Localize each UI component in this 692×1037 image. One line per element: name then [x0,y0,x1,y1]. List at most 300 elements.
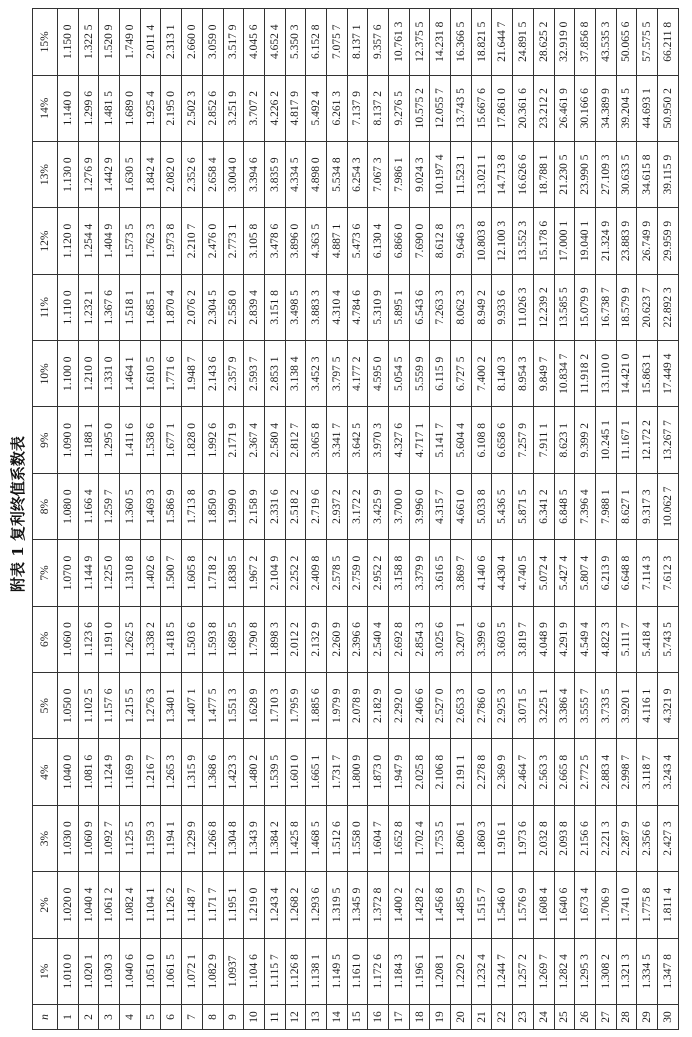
factor-cell: 2.998 7 [616,739,637,805]
factor-cell: 1.210 0 [78,341,99,407]
factor-cell: 3.733 5 [595,673,616,739]
factor-cell: 3.797 5 [326,341,347,407]
factor-cell: 1.232 4 [471,938,492,1004]
factor-cell: 7.400 2 [471,341,492,407]
period-cell: 7 [182,1005,203,1030]
factor-cell: 1.423 3 [223,739,244,805]
period-cell: 10 [244,1005,265,1030]
factor-cell: 9.024 3 [409,141,430,207]
period-cell: 3 [99,1005,120,1030]
factor-cell: 2.719 6 [306,473,327,539]
factor-cell: 5.427 4 [554,540,575,606]
factor-cell: 1.308 2 [595,938,616,1004]
factor-cell: 1.481 5 [99,75,120,141]
factor-cell: 3.105 8 [244,208,265,274]
factor-cell: 7.612 3 [657,540,678,606]
factor-cell: 4.321 9 [657,673,678,739]
period-cell: 15 [347,1005,368,1030]
period-cell: 4 [120,1005,141,1030]
factor-cell: 2.660 0 [182,9,203,76]
period-cell: 21 [471,1005,492,1030]
table-row [140,9,161,1030]
factor-cell: 5.559 9 [409,341,430,407]
factor-cell: 1.060 0 [58,606,79,672]
factor-cell: 1.593 8 [202,606,223,672]
factor-cell: 3.251 9 [223,75,244,141]
factor-cell: 2.221 3 [595,805,616,871]
factor-cell: 1.710 3 [264,673,285,739]
factor-cell: 3.835 9 [264,141,285,207]
table-row [368,9,389,1030]
period-header: n [33,1005,58,1030]
factor-cell: 7.114 3 [637,540,658,606]
factor-cell: 16.738 7 [595,274,616,340]
factor-cell: 1.123 6 [78,606,99,672]
factor-cell: 1.310 8 [120,540,141,606]
factor-cell: 44.693 1 [637,75,658,141]
factor-cell: 1.040 0 [58,739,79,805]
factor-cell: 3.394 6 [244,141,265,207]
factor-cell: 20.361 6 [513,75,534,141]
factor-cell: 1.293 6 [306,872,327,938]
factor-cell: 30.633 5 [616,141,637,207]
factor-cell: 2.352 6 [182,141,203,207]
factor-cell: 1.480 2 [244,739,265,805]
factor-cell: 1.269 7 [533,938,554,1004]
rate-column-header: 13% [33,141,58,207]
factor-cell: 1.806 1 [451,805,472,871]
factor-cell: 1.628 9 [244,673,265,739]
factor-cell: 1.125 5 [120,805,141,871]
factor-cell: 1.925 4 [140,75,161,141]
factor-cell: 6.543 6 [409,274,430,340]
factor-cell: 1.161 0 [347,938,368,1004]
factor-cell: 1.973 8 [161,208,182,274]
factor-cell: 1.702 4 [409,805,430,871]
factor-cell: 2.759 0 [347,540,368,606]
factor-cell: 39.115 9 [657,141,678,207]
table-row [409,9,430,1030]
factor-cell: 3.517 9 [223,9,244,76]
factor-cell: 1.172 6 [368,938,389,1004]
factor-cell: 1.500 7 [161,540,182,606]
factor-cell: 1.166 4 [78,473,99,539]
factor-cell: 2.839 4 [244,274,265,340]
factor-cell: 1.126 8 [285,938,306,1004]
period-cell: 27 [595,1005,616,1030]
factor-cell: 3.004 0 [223,141,244,207]
factor-cell: 6.213 9 [595,540,616,606]
factor-cell: 1.428 2 [409,872,430,938]
table-row [285,9,306,1030]
factor-cell: 1.948 7 [182,341,203,407]
factor-cell: 14.231 8 [430,9,451,76]
period-cell: 28 [616,1005,637,1030]
factor-cell: 1.967 2 [244,540,265,606]
factor-cell: 3.920 1 [616,673,637,739]
table-header [33,9,58,1030]
factor-cell: 4.661 0 [451,473,472,539]
factor-cell: 2.093 8 [554,805,575,871]
factor-cell: 43.535 3 [595,9,616,76]
factor-cell: 1.148 7 [182,872,203,938]
factor-cell: 5.141 7 [430,407,451,473]
rate-column-header: 3% [33,805,58,871]
factor-cell: 4.784 6 [347,274,368,340]
factor-cell: 1.689 0 [120,75,141,141]
factor-cell: 2.502 3 [182,75,203,141]
factor-cell: 11.523 1 [451,141,472,207]
period-cell: 30 [657,1005,678,1030]
factor-cell: 10.761 3 [389,9,410,76]
factor-cell: 1.608 4 [533,872,554,938]
factor-cell: 1.092 7 [99,805,120,871]
factor-cell: 2.406 6 [409,673,430,739]
factor-cell: 1.124 9 [99,739,120,805]
factor-cell: 6.341 2 [533,473,554,539]
factor-cell: 2.032 8 [533,805,554,871]
factor-cell: 2.773 1 [223,208,244,274]
factor-cell: 6.108 8 [471,407,492,473]
factor-cell: 1.576 9 [513,872,534,938]
factor-cell: 1.070 0 [58,540,79,606]
factor-cell: 1.061 5 [161,938,182,1004]
factor-cell: 7.257 9 [513,407,534,473]
table-body [58,9,679,1030]
factor-cell: 1.295 3 [575,938,596,1004]
factor-cell: 2.772 5 [575,739,596,805]
factor-cell: 7.263 3 [430,274,451,340]
factor-cell: 2.925 3 [492,673,513,739]
factor-cell: 1.860 3 [471,805,492,871]
factor-cell: 1.775 8 [637,872,658,938]
factor-cell: 6.848 5 [554,473,575,539]
table-row [120,9,141,1030]
rate-column-header: 6% [33,606,58,672]
factor-cell: 1.916 1 [492,805,513,871]
factor-cell: 5.418 4 [637,606,658,672]
factor-cell: 2.210 7 [182,208,203,274]
factor-cell: 18.788 1 [533,141,554,207]
period-cell: 1 [58,1005,79,1030]
factor-cell: 1.601 0 [285,739,306,805]
factor-cell: 1.020 0 [58,872,79,938]
factor-cell: 1.295 0 [99,407,120,473]
factor-cell: 3.341 7 [326,407,347,473]
factor-cell: 1.208 1 [430,938,451,1004]
factor-cell: 2.396 6 [347,606,368,672]
factor-cell: 11.167 1 [616,407,637,473]
factor-cell: 2.012 2 [285,606,306,672]
factor-cell: 4.291 9 [554,606,575,672]
factor-cell: 4.315 7 [430,473,451,539]
factor-cell: 2.853 1 [264,341,285,407]
factor-cell: 12.100 3 [492,208,513,274]
factor-cell: 27.109 3 [595,141,616,207]
factor-cell: 1.081 6 [78,739,99,805]
factor-cell: 8.137 2 [368,75,389,141]
factor-cell: 2.143 6 [202,341,223,407]
factor-cell: 1.885 6 [306,673,327,739]
factor-cell: 2.476 0 [202,208,223,274]
factor-cell: 3.065 8 [306,407,327,473]
factor-cell: 2.078 9 [347,673,368,739]
factor-cell: 1.102 5 [78,673,99,739]
factor-cell: 2.653 3 [451,673,472,739]
factor-cell: 1.347 8 [657,938,678,1004]
factor-cell: 5.473 6 [347,208,368,274]
factor-cell: 1.040 6 [120,938,141,1004]
factor-cell: 2.287 9 [616,805,637,871]
factor-cell: 1.338 2 [140,606,161,672]
factor-cell: 14.421 0 [616,341,637,407]
factor-cell: 1.072 1 [182,938,203,1004]
factor-cell: 9.399 2 [575,407,596,473]
factor-cell: 1.345 9 [347,872,368,938]
rate-column-header: 11% [33,274,58,340]
factor-cell: 1.194 1 [161,805,182,871]
header-row [33,9,58,1030]
factor-cell: 1.573 5 [120,208,141,274]
factor-cell: 8.627 1 [616,473,637,539]
factor-cell: 3.555 7 [575,673,596,739]
factor-cell: 5.743 5 [657,606,678,672]
factor-cell: 10.245 1 [595,407,616,473]
factor-cell: 1.795 9 [285,673,306,739]
factor-cell: 1.104 6 [244,938,265,1004]
factor-cell: 1.060 9 [78,805,99,871]
factor-cell: 1.215 5 [120,673,141,739]
factor-cell: 1.947 9 [389,739,410,805]
factor-cell: 12.055 7 [430,75,451,141]
factor-cell: 1.157 6 [99,673,120,739]
factor-cell: 4.822 3 [595,606,616,672]
factor-cell: 2.292 0 [389,673,410,739]
table-row [616,9,637,1030]
factor-cell: 1.384 2 [264,805,285,871]
factor-cell: 1.551 3 [223,673,244,739]
factor-cell: 1.685 1 [140,274,161,340]
factor-cell: 2.132 9 [306,606,327,672]
table-row [430,9,451,1030]
factor-cell: 1.266 8 [202,805,223,871]
factor-cell: 4.363 5 [306,208,327,274]
table-row [347,9,368,1030]
table-row [637,9,658,1030]
factor-cell: 10.834 7 [554,341,575,407]
factor-cell: 1.979 9 [326,673,347,739]
factor-cell: 1.400 2 [389,872,410,938]
factor-cell: 15.079 9 [575,274,596,340]
factor-cell: 1.276 9 [78,141,99,207]
factor-cell: 1.050 0 [58,673,79,739]
factor-cell: 4.652 4 [264,9,285,76]
factor-cell: 30.166 6 [575,75,596,141]
factor-cell: 2.158 9 [244,473,265,539]
factor-cell: 1.276 3 [140,673,161,739]
period-cell: 6 [161,1005,182,1030]
factor-cell: 39.204 5 [616,75,637,141]
rate-column-header: 2% [33,872,58,938]
factor-cell: 5.807 4 [575,540,596,606]
factor-cell: 1.220 2 [451,938,472,1004]
factor-cell: 1.407 1 [182,673,203,739]
factor-cell: 1.372 8 [368,872,389,938]
factor-cell: 1.169 9 [120,739,141,805]
factor-cell: 3.379 9 [409,540,430,606]
factor-cell: 29.959 9 [657,208,678,274]
period-cell: 8 [202,1005,223,1030]
factor-cell: 1.130 0 [58,141,79,207]
factor-cell: 1.171 7 [202,872,223,938]
factor-cell: 1.706 9 [595,872,616,938]
factor-cell: 1.673 4 [575,872,596,938]
factor-cell: 18.579 9 [616,274,637,340]
table-row [575,9,596,1030]
factor-cell: 1.282 4 [554,938,575,1004]
table-row [78,9,99,1030]
rate-column-header: 5% [33,673,58,739]
factor-cell: 1.262 5 [120,606,141,672]
factor-cell: 1.061 2 [99,872,120,938]
factor-cell: 9.933 6 [492,274,513,340]
factor-cell: 2.331 6 [264,473,285,539]
factor-cell: 4.226 2 [264,75,285,141]
factor-cell: 1.188 1 [78,407,99,473]
factor-cell: 5.534 8 [326,141,347,207]
factor-cell: 1.677 1 [161,407,182,473]
period-cell: 25 [554,1005,575,1030]
factor-cell: 2.369 9 [492,739,513,805]
factor-cell: 1.753 5 [430,805,451,871]
factor-cell: 6.727 5 [451,341,472,407]
factor-cell: 4.327 6 [389,407,410,473]
factor-cell: 2.076 2 [182,274,203,340]
factor-cell: 1.229 9 [182,805,203,871]
factor-cell: 2.104 9 [264,540,285,606]
factor-cell: 5.111 7 [616,606,637,672]
factor-cell: 8.140 3 [492,341,513,407]
factor-cell: 24.891 5 [513,9,534,76]
factor-cell: 15.863 1 [637,341,658,407]
factor-cell: 7.911 1 [533,407,554,473]
factor-cell: 5.072 4 [533,540,554,606]
factor-cell: 13.585 5 [554,274,575,340]
factor-cell: 10.575 2 [409,75,430,141]
period-cell: 14 [326,1005,347,1030]
factor-cell: 1.665 1 [306,739,327,805]
period-cell: 19 [430,1005,451,1030]
factor-cell: 23.883 9 [616,208,637,274]
period-cell: 12 [285,1005,306,1030]
factor-cell: 2.558 0 [223,274,244,340]
factor-cell: 1.184 3 [389,938,410,1004]
rate-column-header: 14% [33,75,58,141]
factor-cell: 1.322 5 [78,9,99,76]
factor-cell: 7.075 7 [326,9,347,76]
factor-cell: 26.461 9 [554,75,575,141]
period-cell: 17 [389,1005,410,1030]
factor-cell: 1.191 0 [99,606,120,672]
factor-cell: 1.828 0 [182,407,203,473]
table-row [554,9,575,1030]
factor-cell: 2.527 0 [430,673,451,739]
factor-cell: 2.357 9 [223,341,244,407]
factor-cell: 10.803 8 [471,208,492,274]
factor-cell: 8.949 2 [471,274,492,340]
factor-cell: 20.623 7 [637,274,658,340]
factor-cell: 1.811 4 [657,872,678,938]
factor-cell: 1.442 9 [99,141,120,207]
factor-cell: 1.973 6 [513,805,534,871]
factor-cell: 1.604 7 [368,805,389,871]
factor-cell: 13.552 3 [513,208,534,274]
factor-cell: 1.225 0 [99,540,120,606]
factor-cell: 1.539 5 [264,739,285,805]
factor-cell: 3.478 6 [264,208,285,274]
table-row [58,9,79,1030]
factor-cell: 3.151 8 [264,274,285,340]
factor-cell: 12.239 2 [533,274,554,340]
table-row [595,9,616,1030]
factor-cell: 6.261 3 [326,75,347,141]
factor-cell: 1.304 8 [223,805,244,871]
factor-cell: 1.546 0 [492,872,513,938]
factor-cell: 32.919 0 [554,9,575,76]
factor-cell: 4.595 0 [368,341,389,407]
factor-cell: 13.021 1 [471,141,492,207]
rotated-table-container [32,8,678,1030]
period-cell: 26 [575,1005,596,1030]
factor-cell: 2.409 8 [306,540,327,606]
factor-cell: 3.386 4 [554,673,575,739]
factor-cell: 12.172 2 [637,407,658,473]
period-cell: 11 [264,1005,285,1030]
rate-column-header: 1% [33,938,58,1004]
factor-cell: 2.106 8 [430,739,451,805]
factor-cell: 5.895 1 [389,274,410,340]
factor-cell: 4.549 4 [575,606,596,672]
factor-cell: 2.011 4 [140,9,161,76]
factor-cell: 3.707 2 [244,75,265,141]
factor-cell: 6.130 4 [368,208,389,274]
factor-cell: 1.689 5 [223,606,244,672]
factor-cell: 4.116 1 [637,673,658,739]
factor-cell: 1.512 6 [326,805,347,871]
factor-cell: 1.196 1 [409,938,430,1004]
factor-cell: 3.118 7 [637,739,658,805]
factor-cell: 1.518 1 [120,274,141,340]
factor-cell: 1.126 2 [161,872,182,938]
period-cell: 22 [492,1005,513,1030]
factor-cell: 2.563 3 [533,739,554,805]
factor-cell: 15.178 6 [533,208,554,274]
factor-cell: 1.051 0 [140,938,161,1004]
factor-cell: 4.740 5 [513,540,534,606]
period-cell: 5 [140,1005,161,1030]
factor-cell: 9.317 3 [637,473,658,539]
factor-cell: 2.854 3 [409,606,430,672]
factor-cell: 9.849 7 [533,341,554,407]
factor-cell: 1.411 6 [120,407,141,473]
factor-cell: 2.518 2 [285,473,306,539]
factor-cell: 4.045 6 [244,9,265,76]
factor-cell: 1.319 5 [326,872,347,938]
factor-cell: 4.898 0 [306,141,327,207]
factor-cell: 1.464 1 [120,341,141,407]
factor-cell: 8.062 3 [451,274,472,340]
table-row [513,9,534,1030]
